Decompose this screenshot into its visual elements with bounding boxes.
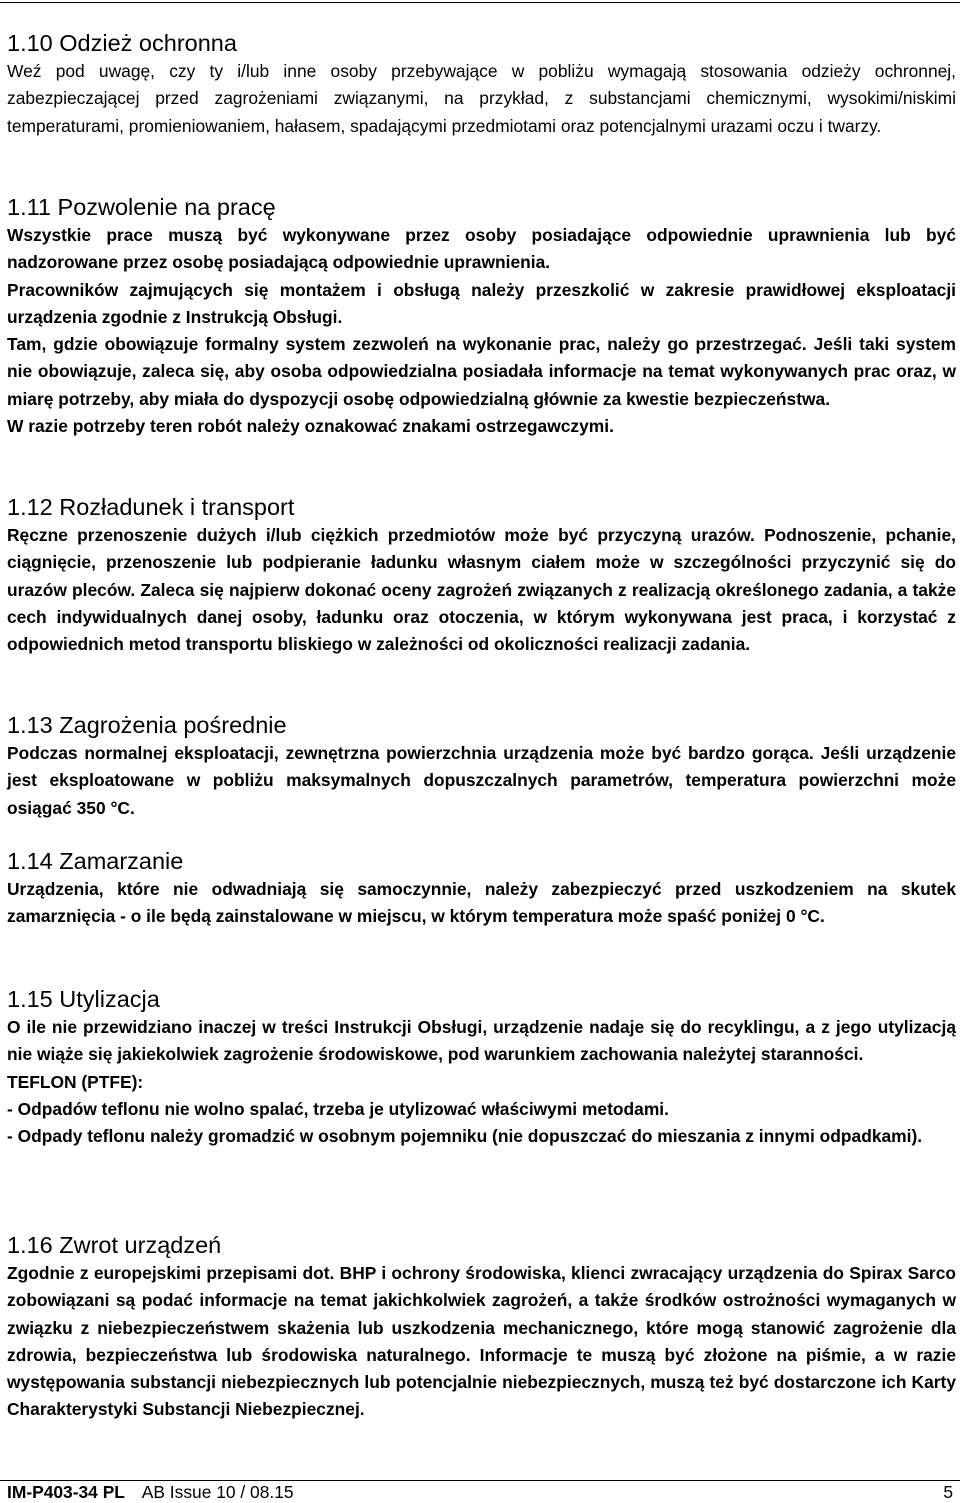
section-heading: 1.15 Utylizacja <box>7 986 160 1012</box>
section-heading: 1.14 Zamarzanie <box>7 848 184 874</box>
section-paragraph: W razie potrzeby teren robót należy oznakować znakami ostrzegawczymi. <box>7 416 614 437</box>
document-code: IM-P403-34 PL <box>7 1482 125 1502</box>
section-protective-clothing <box>7 28 956 140</box>
section-heading: 1.16 Zwrot urządzeń <box>7 1232 222 1258</box>
section-paragraph: Pracowników zajmujących się montażem i obsługą należy przeszkolić w zakresie prawidłowej eksploatacji urządzenia zgodnie z Instrukcją Obsługi. <box>7 279 956 327</box>
section-heading: 1.12 Rozładunek i transport <box>7 494 295 520</box>
section-paragraph: Tam, gdzie obowiązuje formalny system zezwoleń na wykonanie prac, należy go przestrzegać. Jeśli taki system nie obowiązuje, zaleca się, aby osoba odpowiedzialna posiadała informacje na temat wykonywanych prac oraz, w miarę potrzeby, aby miała do dyspozycji osobę odpowiedzialną głównie za kwestie bezpieczeństwa. <box>7 334 956 409</box>
section-disposal <box>7 984 956 1150</box>
section-heading: 1.11 Pozwolenie na pracę <box>7 194 276 220</box>
section-heading: 1.10 Odzież ochronna <box>7 30 237 56</box>
section-paragraph: O ile nie przewidziano inaczej w treści Instrukcji Obsługi, urządzenie nadaje się do recyklingu, a z jego utylizacją nie wiąże się jakiekolwiek zagrożenie środowiskowe, pod warunkiem zachowania należytej staranności. <box>7 1017 956 1065</box>
dash-list-item: - Odpadów teflonu nie wolno spalać, trzeba je utylizować właściwymi metodami. <box>7 1098 669 1119</box>
section-heading: 1.13 Zagrożenia pośrednie <box>7 712 287 738</box>
section-residual-hazards <box>7 710 956 822</box>
section-paragraph: Urządzenia, które nie odwadniają się samoczynnie, należy zabezpieczyć przed uszkodzeniem na skutek zamarznięcia - o ile będą zainstalowane w miejscu, w którym temperatura może spaść poniżej 0 °C. <box>7 879 956 927</box>
section-paragraph: TEFLON (PTFE): <box>7 1071 144 1092</box>
section-returning-products <box>7 1230 956 1424</box>
section-paragraph: Wszystkie prace muszą być wykonywane przez osoby posiadające odpowiednie uprawnienia lub być nadzorowane przez osobę posiadającą odpowiednie uprawnienia. <box>7 225 956 273</box>
section-handling <box>7 492 956 658</box>
section-paragraph: Weź pod uwagę, czy ty i/lub inne osoby przebywające w pobliżu wymagają stosowania odzieży ochronnej, zabezpieczającej przed zagrożeniami związanymi, na przykład, z substancjami chemicznymi, wysokimi/niskimi temperaturami, promieniowaniem, hałasem, spadającymi przedmiotami oraz potencjalnymi urazami oczu i twarzy. <box>7 61 956 136</box>
section-work-permit <box>7 192 956 440</box>
top-rule <box>0 2 960 3</box>
page-number: 5 <box>943 1482 953 1502</box>
section-paragraph: Ręczne przenoszenie dużych i/lub ciężkich przedmiotów może być przyczyną urazów. Podnoszenie, pchanie, ciągnięcie, przenoszenie lub podpieranie ładunku własnym ciałem może w szczególności przyczynić się do urazów pleców. Zaleca się najpierw dokonać oceny zagrożeń związanych z realizacją określonego zadania, a także cech indywidualnych danej osoby, ładunku oraz otoczenia, w którym wykonywana jest praca, i korzystać z odpowiednich metod transportu bliskiego w zależności od okoliczności realizacji zadania. <box>7 525 956 655</box>
section-paragraph: Zgodnie z europejskimi przepisami dot. BHP i ochrony środowiska, klienci zwracający urządzenia do Spirax Sarco zobowiązani są podać informacje na temat jakichkolwiek zagrożeń, a także środków ostrożności wymaganych w związku z niebezpieczeństwem skażenia lub uszkodzenia mechanicznego, które mogą stanowić zagrożenie dla zdrowia, bezpieczeństwa lub środowiska naturalnego. Informacje te muszą być złożone na piśmie, a w razie występowania substancji niebezpiecznych lub potencjalnie niebezpiecznych, muszą też być dostarczone ich Karty Charakterystyki Substancji Niebezpiecznej. <box>7 1263 956 1420</box>
dash-list-item: - Odpady teflonu należy gromadzić w osobnym pojemniku (nie dopuszczać do mieszania z innymi odpadkami). <box>7 1126 923 1147</box>
section-freezing <box>7 846 956 931</box>
section-paragraph: Podczas normalnej eksploatacji, zewnętrzna powierzchnia urządzenia może być bardzo gorąca. Jeśli urządzenie jest eksploatowane w pobliżu maksymalnych dopuszczalnych parametrów, temperatura powierzchni może osiągać 350 °C. <box>7 743 956 818</box>
document-issue: AB Issue 10 / 08.15 <box>141 1482 294 1502</box>
